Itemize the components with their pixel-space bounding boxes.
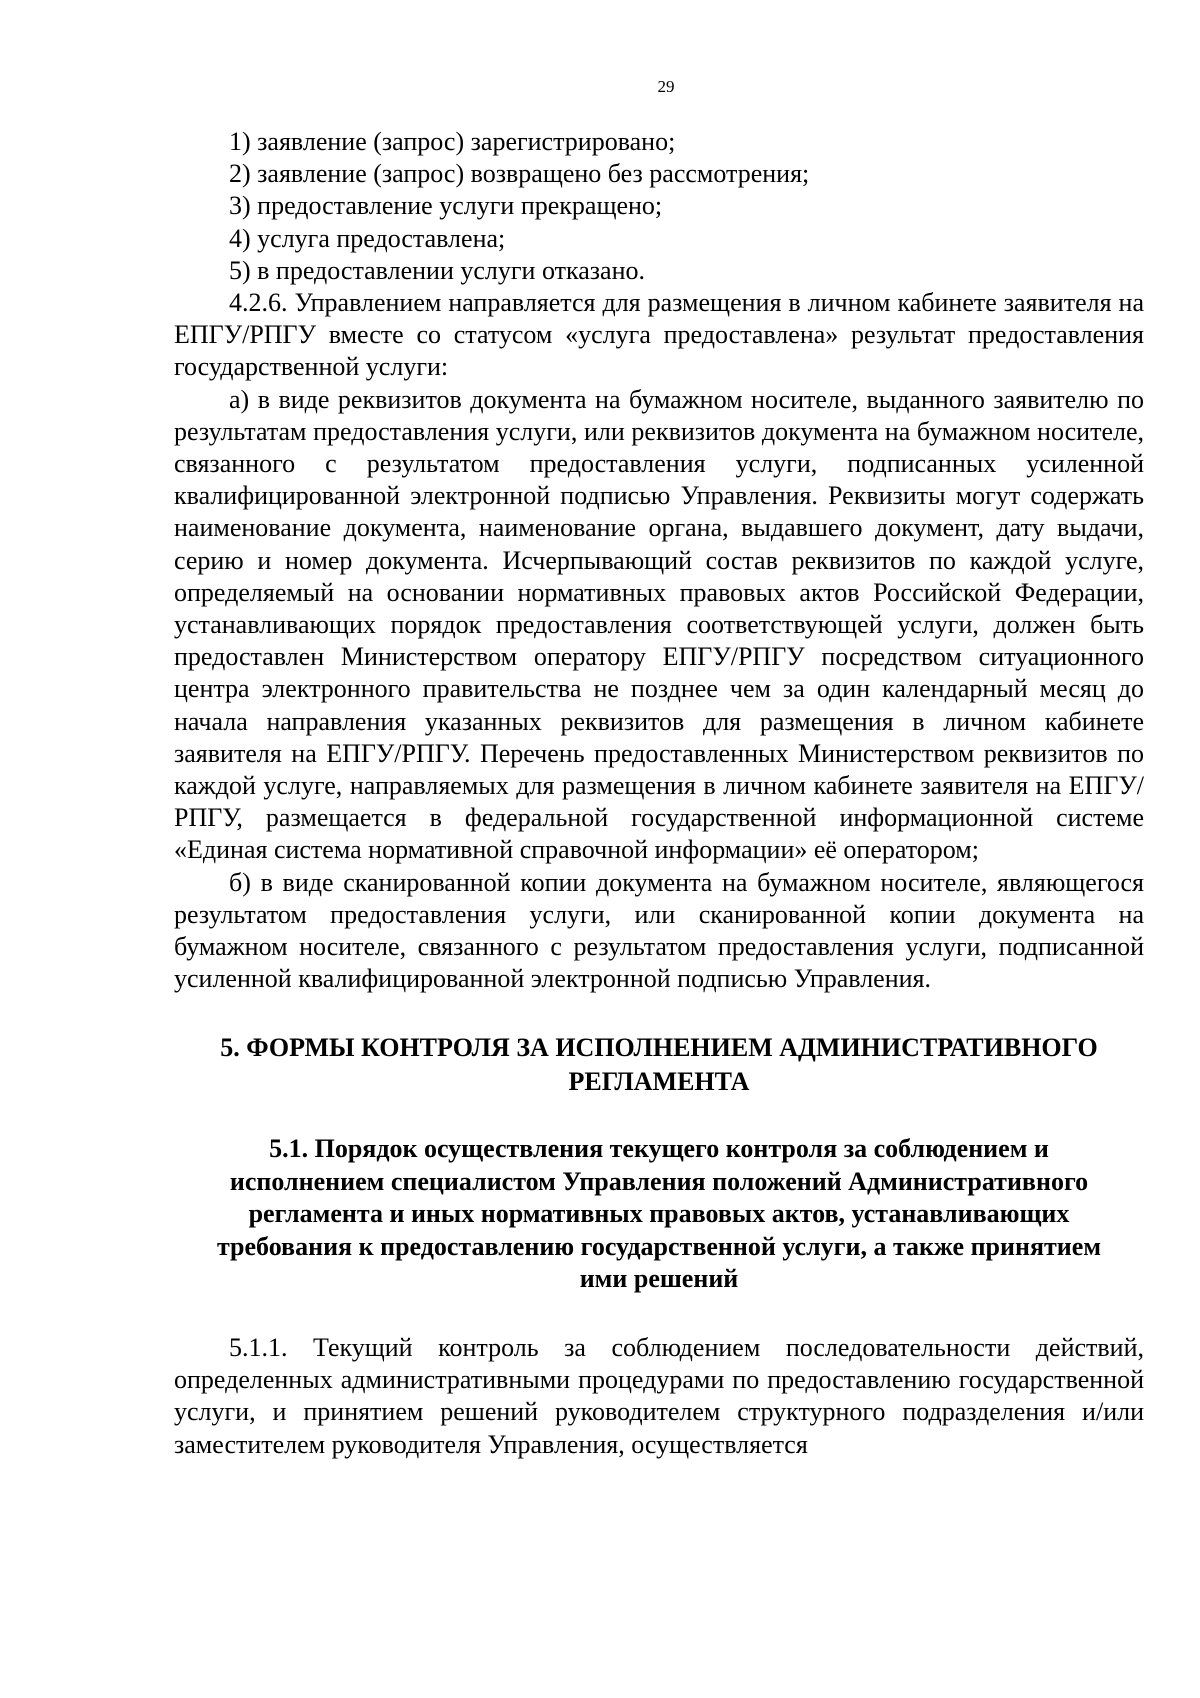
subsection-5-1-line-1: 5.1. Порядок осуществления текущего контроля за соблюдением и: [269, 1134, 1049, 1164]
paragraph-a: а) в виде реквизитов документа на бумажном носителе, выданного заявителю по результатам предоставления услуги, или реквизитов документа на бумажном носителе, связанного с результатом предоставления услуги, подписанных усиленной квалифицированной электронной подписью Управления. Реквизиты могут содержать наименование документа, наименование органа, выдавшего документ, дату выдачи, серию и номер документа. Исчерпывающий состав реквизитов по каждой услуге, определяемый на основании нормативных правовых актов Российской Федерации, устанавливающих порядок предоставления соответствующей услуги, должен быть предоставлен Министерством оператору ЕПГУ/РПГУ посредством ситуационного центра электронного правительства не позднее чем за один календарный месяц до начала направления указанных реквизитов для размещения в личном кабинете заявителя на ЕПГУ/РПГУ. Перечень предоставленных Министерством реквизитов по каждой услуге, направляемых для размещения в личном кабинете заявителя на ЕПГУ/РПГУ, размещается в федеральной государственной информационной системе «Единая система нормативной справочной информации» её оператором;: [174, 384, 1144, 865]
section-5-heading: [174, 1031, 1144, 1099]
section-5-title-line-2: РЕГЛАМЕНТА: [568, 1067, 750, 1097]
paragraph-4-2-6: 4.2.6. Управлением направляется для размещения в личном кабинете заявителя на ЕПГУ/РПГУ вместе со статусом «услуга предоставлена» результат предоставления государственной услуги:: [174, 288, 1144, 382]
subsection-5-1-heading: [174, 1133, 1144, 1296]
subsection-5-1-line-2: исполнением специалистом Управления положений Административного: [229, 1166, 1089, 1196]
status-item-5: 5) в предоставлении услуги отказано.: [229, 255, 645, 285]
page-number: 29: [657, 77, 675, 96]
paragraph-5-1-1: 5.1.1. Текущий контроль за соблюдением последовательности действий, определенных административными процедурами по предоставлению государственной услуги, и принятием решений руководителем структурного подразделения и/или заместителем руководителя Управления, осуществляется: [174, 1332, 1144, 1459]
paragraph-b: б) в виде сканированной копии документа на бумажном носителе, являющегося результатом предоставления услуги, или сканированной копии документа на бумажном носителе, связанного с результатом предоставления услуги, подписанной усиленной квалифицированной электронной подписью Управления.: [174, 867, 1144, 994]
subsection-5-1-line-3: регламента и иных нормативных правовых актов, устанавливающих: [248, 1199, 1070, 1229]
subsection-5-1-line-5: ими решений: [579, 1264, 739, 1294]
section-5-title-line-1: 5. ФОРМЫ КОНТРОЛЯ ЗА ИСПОЛНЕНИЕМ АДМИНИСТРАТИВНОГО: [220, 1033, 1098, 1063]
status-item-1: 1) заявление (запрос) зарегистрировано;: [229, 127, 676, 156]
section-5-body: [174, 1332, 1144, 1461]
subsection-5-1-line-4: требования к предоставлению государственной услуги, а также принятием: [216, 1231, 1102, 1261]
status-item-3: 3) предоставление услуги прекращено;: [229, 191, 663, 221]
document-page: [174, 74, 1144, 1461]
status-item-2: 2) заявление (запрос) возвращено без рассмотрения;: [229, 159, 810, 189]
body-text: [174, 126, 1144, 995]
status-item-4: 4) услуга предоставлена;: [229, 223, 506, 253]
